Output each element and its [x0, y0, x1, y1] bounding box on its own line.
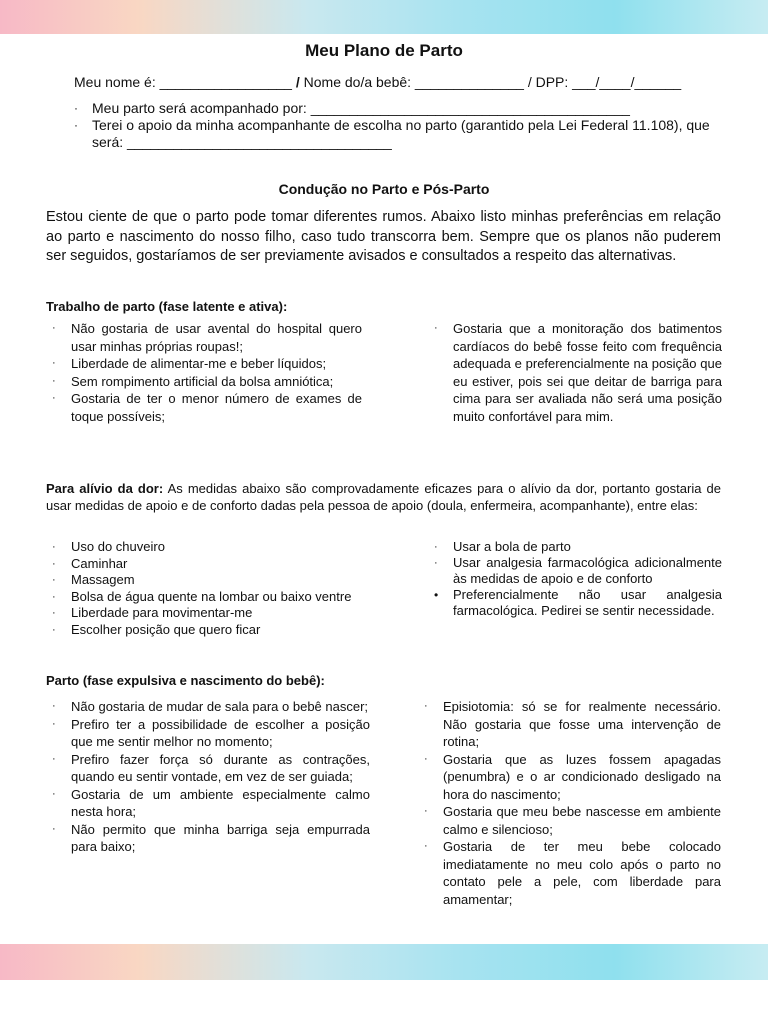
- parto-heading: Parto (fase expulsiva e nascimento do bebê):: [46, 673, 325, 688]
- list-item: · Não gostaria de mudar de sala para o bebê nascer;: [46, 698, 370, 716]
- list-item: · Gostaria de ter o menor número de exames de toque possíveis;: [46, 390, 362, 425]
- list-item: · Escolher posição que quero ficar: [46, 622, 362, 639]
- page-title: Meu Plano de Parto: [305, 41, 463, 60]
- list-item: · Liberdade para movimentar-me: [46, 605, 362, 622]
- trabalho-right-list: [428, 320, 722, 425]
- list-item: · Sem rompimento artificial da bolsa amniótica;: [46, 373, 362, 391]
- nome-field: Meu nome é: _________________: [74, 74, 292, 90]
- list-item: · Não gostaria de usar avental do hospital quero usar minhas próprias roupas!;: [46, 320, 362, 355]
- list-item: · Gostaria que a monitoração dos batimentos cardíacos do bebê fosse feito com frequência adequada e preferencialmente na posição que eu estiver, pois sei que deitar de barriga para cima para ser avaliada não será uma posição muito confortável para mim.: [428, 320, 722, 425]
- dor-text: As medidas abaixo são comprovadamente eficazes para o alívio da dor, portanto gostaria de usar medidas de apoio e de conforto dadas pela pessoa de apoio (doula, enfermeira, acompanhante), entre elas:: [46, 481, 722, 513]
- decorative-top-band: [0, 0, 768, 34]
- dor-left-list: [46, 539, 362, 638]
- dor-paragraph: [46, 481, 721, 514]
- list-item: · Gostaria que meu bebe nascesse em ambiente calmo e silencioso;: [418, 803, 721, 838]
- list-item: · Terei o apoio da minha acompanhante de escolha no parto (garantido pela Lei Federal 11.108), que será: __________________________________: [74, 117, 724, 151]
- list-item: · Usar a bola de parto: [428, 539, 722, 555]
- parto-left-list: [46, 698, 370, 856]
- list-item: · Uso do chuveiro: [46, 539, 362, 556]
- list-item: · Gostaria de ter meu bebe colocado imediatamente no meu colo após o parto no contato pele a pele, com liberdade para amamentar;: [418, 838, 721, 908]
- dor-right-list: [428, 539, 722, 619]
- trabalho-heading: Trabalho de parto (fase latente e ativa):: [46, 299, 288, 314]
- section-title: Condução no Parto e Pós-Parto: [278, 181, 490, 197]
- bebe-dpp-field: Nome do/a bebê: ______________ / DPP: ___/____/______: [303, 74, 682, 90]
- list-item: · Prefiro fazer força só durante as contrações, quando eu sentir vontade, em vez de ser guiada;: [46, 751, 370, 786]
- intro-paragraph: Estou ciente de que o parto pode tomar diferentes rumos. Abaixo listo minhas preferências em relação ao parto e nascimento do nosso filho, caso tudo transcorra bem. Sempre que os planos não puderem ser seguidos, gostaríamos de ser previamente avisados e consultados a respeito das alternativas.: [46, 209, 721, 264]
- list-item: • Preferencialmente não usar analgesia farmacológica. Pedirei se sentir necessidade.: [428, 587, 722, 619]
- decorative-bottom-band: [0, 944, 768, 1024]
- list-item: · Massagem: [46, 572, 362, 589]
- dor-heading: Para alívio da dor:: [46, 481, 164, 496]
- parto-right-list: [418, 698, 721, 908]
- list-item: · Liberdade de alimentar-me e beber líquidos;: [46, 355, 362, 373]
- list-item: · Gostaria que as luzes fossem apagadas (penumbra) e o ar condicionado desligado na hora do nascimento;: [418, 751, 721, 804]
- list-item: · Gostaria de um ambiente especialmente calmo nesta hora;: [46, 786, 370, 821]
- companion-list: [74, 100, 724, 151]
- list-item: · Episiotomia: só se for realmente necessário. Não gostaria que fosse uma intervenção de rotina;: [418, 698, 721, 751]
- list-item: · Caminhar: [46, 556, 362, 573]
- list-item: · Prefiro ter a possibilidade de escolher a posição que me sentir melhor no momento;: [46, 716, 370, 751]
- separator: /: [291, 74, 304, 90]
- list-item: · Não permito que minha barriga seja empurrada para baixo;: [46, 821, 370, 856]
- list-item: · Bolsa de água quente na lombar ou baixo ventre: [46, 589, 362, 606]
- identification-row: [74, 74, 681, 90]
- list-item: · Meu parto será acompanhado por: _________________________________________: [74, 100, 724, 117]
- list-item: · Usar analgesia farmacológica adicionalmente às medidas de apoio e de conforto: [428, 555, 722, 587]
- trabalho-left-list: [46, 320, 362, 425]
